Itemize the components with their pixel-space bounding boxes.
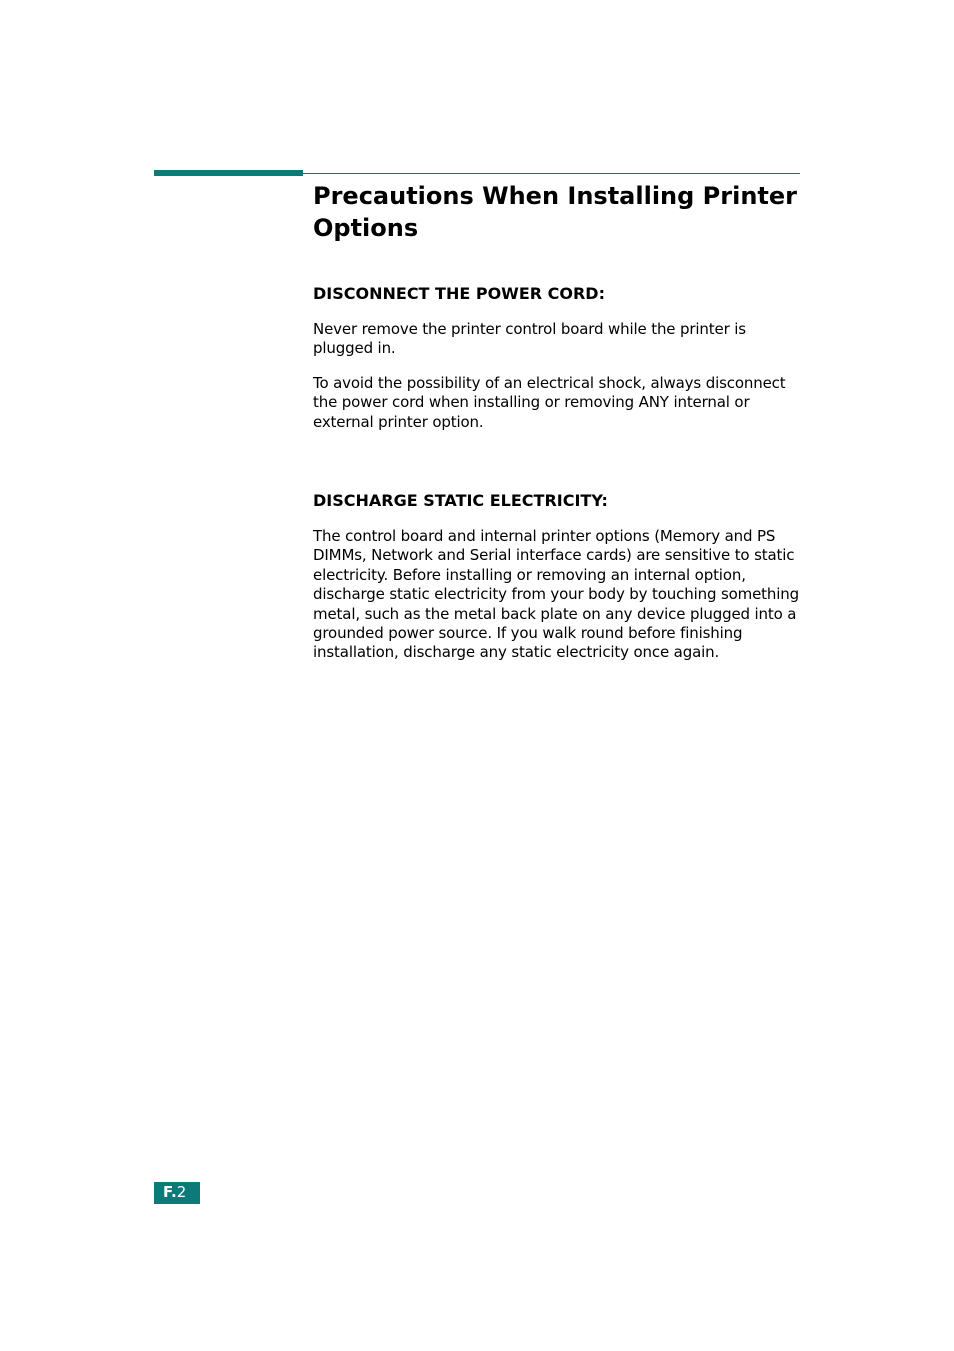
- header-rule-thin: [303, 173, 800, 174]
- paragraph-control-board-warning: Never remove the printer control board while the printer is plugged in.: [313, 320, 746, 358]
- page-number-prefix: F.: [163, 1183, 177, 1201]
- page-number: 2: [176, 1183, 187, 1201]
- page-number-tab: [154, 1182, 200, 1204]
- paragraph-static-electricity: The control board and internal printer options (Memory and PS DIMMs, Network and Serial interface cards) are sensitive to static electricity. Before installing or removing an internal option, discharge static electricity from your body by touching something metal, such as the metal back plate on any device plugged into a grounded power source. If you walk round before finishing installation, discharge any static electricity once again.: [313, 527, 800, 662]
- paragraph-electrical-shock-warning: To avoid the possibility of an electrical shock, always disconnect the power cord when installing or removing ANY internal or external printer option.: [313, 373, 786, 431]
- section-heading-static-electricity: DISCHARGE STATIC ELECTRICITY:: [313, 491, 608, 511]
- section-heading-disconnect-power: DISCONNECT THE POWER CORD:: [313, 284, 605, 303]
- header-rule-thick: [154, 170, 303, 176]
- page-title: Precautions When Installing Printer Options: [313, 182, 797, 242]
- main-content: [313, 180, 803, 663]
